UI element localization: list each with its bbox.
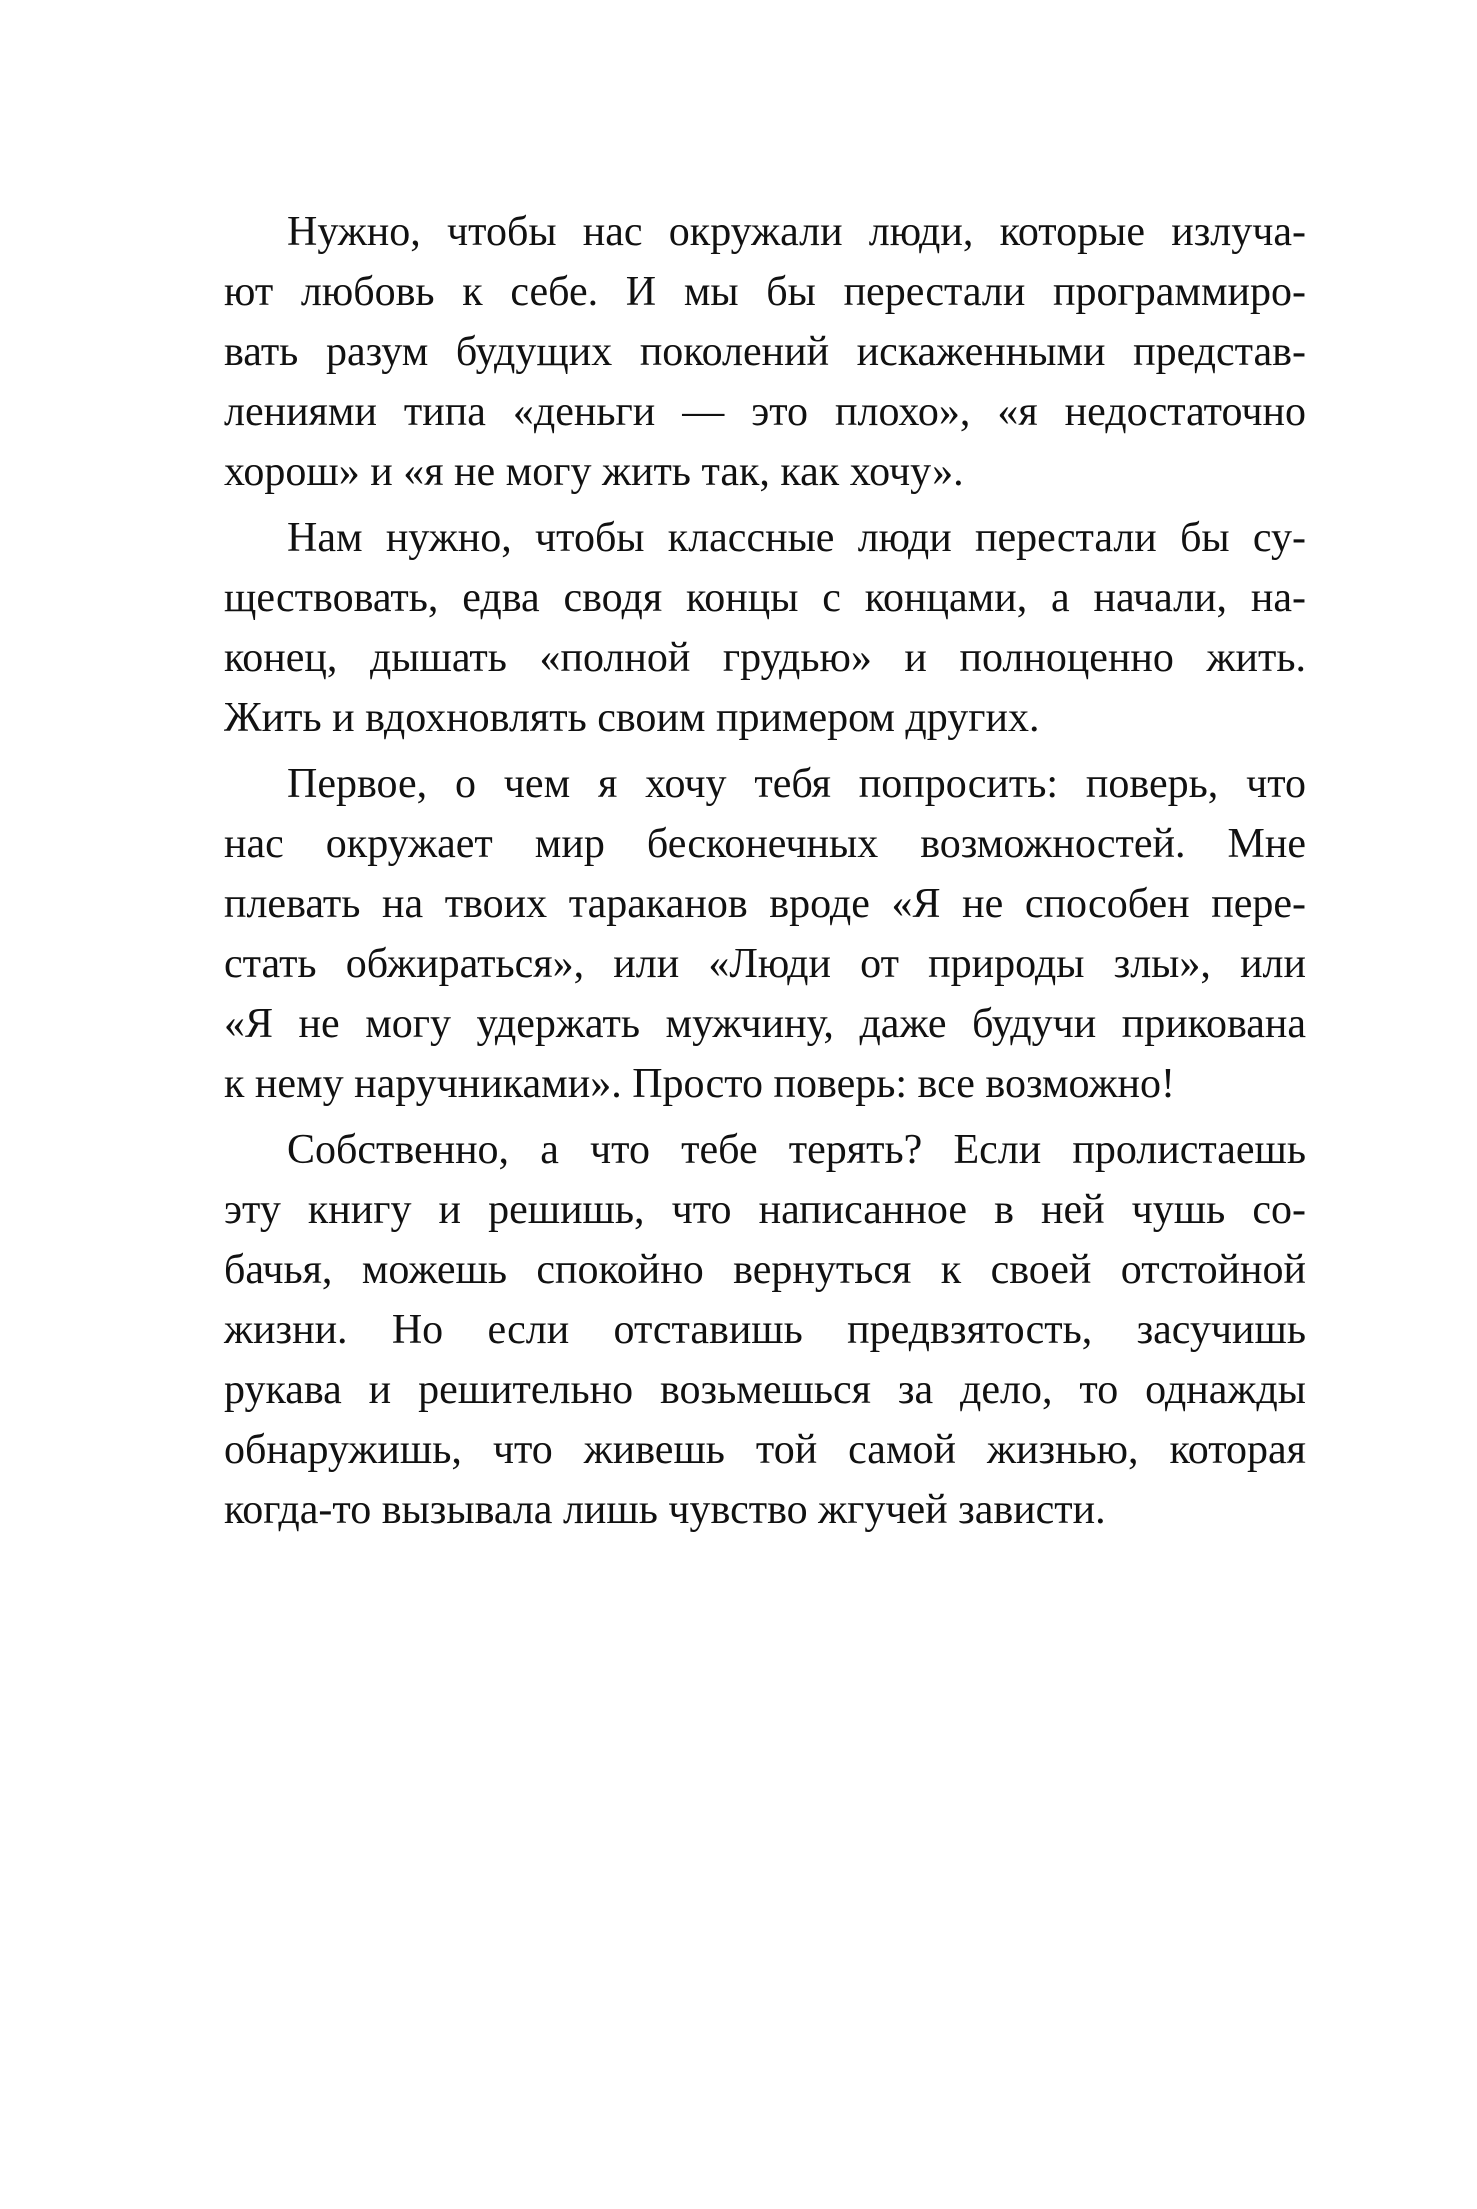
paragraph-2	[224, 508, 1306, 748]
text-line: когда-то вызывала лишь чувство жгучей зависти.	[224, 1487, 1106, 1533]
text-line: эту книгу и решишь, что написанное в ней чушь со-	[224, 1187, 1306, 1233]
text-line: вать разум будущих поколений искаженными представ-	[224, 329, 1306, 375]
body-text	[224, 202, 1306, 1546]
text-line: нас окружает мир бесконечных возможностей. Мне	[224, 821, 1306, 867]
paragraph-3	[224, 754, 1306, 1114]
text-line: ют любовь к себе. И мы бы перестали программиро-	[224, 269, 1306, 315]
text-line: хорош» и «я не могу жить так, как хочу».	[224, 449, 964, 495]
text-line: лениями типа «деньги — это плохо», «я недостаточно	[224, 389, 1306, 435]
text-line: «Я не могу удержать мужчину, даже будучи прикована	[224, 1001, 1306, 1047]
text-line: рукава и решительно возьмешься за дело, то однажды	[224, 1367, 1306, 1413]
text-line: обнаружишь, что живешь той самой жизнью, которая	[224, 1427, 1306, 1473]
text-line: плевать на твоих тараканов вроде «Я не способен пере-	[224, 881, 1306, 927]
text-line: ществовать, едва сводя концы с концами, а начали, на-	[224, 575, 1306, 621]
paragraph-4	[224, 1120, 1306, 1540]
text-line: Жить и вдохновлять своим примером других.	[224, 695, 1040, 741]
text-line: бачья, можешь спокойно вернуться к своей отстойной	[224, 1247, 1306, 1293]
text-line: стать обжираться», или «Люди от природы злы», или	[224, 941, 1306, 987]
text-line: Собственно, а что тебе терять? Если пролистаешь	[287, 1127, 1306, 1173]
text-line: к нему наручниками». Просто поверь: все возможно!	[224, 1061, 1175, 1107]
text-line: Нужно, чтобы нас окружали люди, которые излуча-	[287, 209, 1306, 255]
text-line: жизни. Но если отставишь предвзятость, засучишь	[224, 1307, 1306, 1353]
text-line: Первое, о чем я хочу тебя попросить: поверь, что	[287, 761, 1306, 807]
text-line: Нам нужно, чтобы классные люди перестали бы су-	[287, 515, 1306, 561]
text-line: конец, дышать «полной грудью» и полноценно жить.	[224, 635, 1306, 681]
paragraph-1	[224, 202, 1306, 502]
